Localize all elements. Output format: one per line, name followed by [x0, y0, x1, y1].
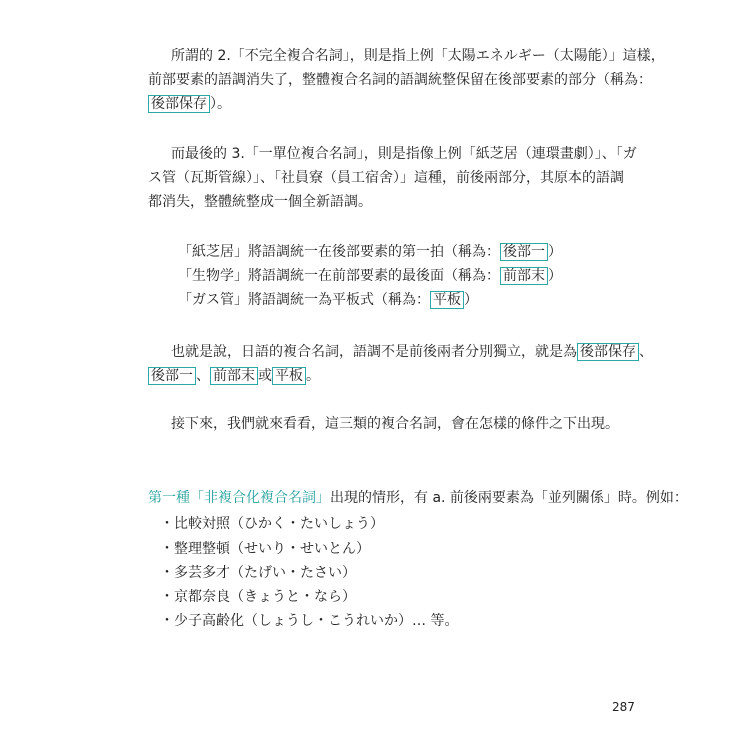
example-item-2: [160, 537, 370, 561]
list-item-2: [178, 264, 648, 288]
example-item-5: [160, 609, 458, 633]
example-word: ・京都奈良: [160, 589, 230, 605]
example-reading: （せいり・せいとん）: [230, 541, 370, 557]
example-word: ・比較対照: [160, 516, 230, 532]
example-reading: （ひかく・たいしょう）: [230, 516, 384, 532]
paragraph-3-line-1: [171, 340, 653, 364]
list-item-3: [178, 288, 648, 312]
example-word: ・多芸多才: [160, 565, 230, 581]
example-reading: （しょうし・こうれいか）… 等。: [244, 613, 459, 629]
paragraph-3-end: 。: [306, 368, 320, 384]
example-reading: （たげい・たさい）: [230, 565, 356, 581]
list-item-1-text: 「紙芝居」將語調統一在後部要素的第一拍（稱為：: [178, 244, 500, 260]
term-box-kouhou-ichi-2: 後部一: [148, 367, 196, 385]
term-box-kouhou-hozon: 後部保存: [148, 95, 210, 113]
conjunction: 或: [258, 368, 272, 384]
paragraph-1-line-1: 所謂的 2.「不完全複合名詞」，則是指上例「太陽エネルギー（太陽能）」這樣，: [171, 48, 665, 64]
paragraph-4: 接下來，我們就來看看，這三類的複合名詞，會在怎樣的條件之下出現。: [171, 416, 619, 432]
list-item-1-end: ）: [548, 244, 562, 260]
paragraph-1-end: ）。: [210, 96, 231, 112]
paragraph-3-line-2: [148, 364, 618, 388]
page-number: 287: [612, 700, 635, 714]
section-heading-teal: 第一種「非複合化複合名詞」: [148, 490, 330, 506]
list-item-2-end: ）: [548, 268, 562, 284]
paragraph-5-text: 出現的情形，有 a. 前後兩要素為「並列關係」時。例如：: [330, 490, 688, 506]
example-item-3: [160, 561, 356, 585]
list-item-1: [178, 240, 648, 264]
paragraph-2-line-3: 都消失，整體統整成一個全新語調。: [148, 194, 372, 210]
list-item-3-text: 「ガス管」將語調統一為平板式（稱為：: [178, 292, 430, 308]
paragraph-5: [148, 486, 688, 510]
term-box-heiban: 平板: [430, 291, 464, 309]
term-box-kouhou-hozon-2: 後部保存: [577, 343, 639, 361]
example-item-4: [160, 585, 356, 609]
term-box-heiban-2: 平板: [272, 367, 306, 385]
term-box-zenbu-matsu: 前部末: [500, 267, 548, 285]
example-word: ・少子高齢化: [160, 613, 244, 629]
paragraph-3-text: 也就是說，日語的複合名詞，語調不是前後兩者分別獨立，就是為: [171, 344, 577, 360]
paragraph-2-line-2: ス管（瓦斯管線）」、「社員寮（員工宿舍）」這種，前後兩部分，其原本的語調: [148, 170, 624, 186]
paragraph-1-line-3: [148, 92, 618, 116]
separator: 、: [639, 344, 653, 360]
example-reading: （きょうと・なら）: [230, 589, 356, 605]
list-item-3-end: ）: [464, 292, 478, 308]
paragraph-1-line-2: 前部要素的語調消失了，整體複合名詞的語調統整保留在後部要素的部分（稱為：: [148, 72, 652, 88]
example-item-1: [160, 512, 384, 536]
separator: 、: [196, 368, 210, 384]
term-box-zenbu-matsu-2: 前部末: [210, 367, 258, 385]
paragraph-2-line-1: 而最後的 3.「一單位複合名詞」，則是指像上例「紙芝居（連環畫劇）」、「ガ: [171, 146, 637, 162]
example-word: ・整理整頓: [160, 541, 230, 557]
list-item-2-text: 「生物学」將語調統一在前部要素的最後面（稱為：: [178, 268, 500, 284]
term-box-kouhou-ichi: 後部一: [500, 243, 548, 261]
